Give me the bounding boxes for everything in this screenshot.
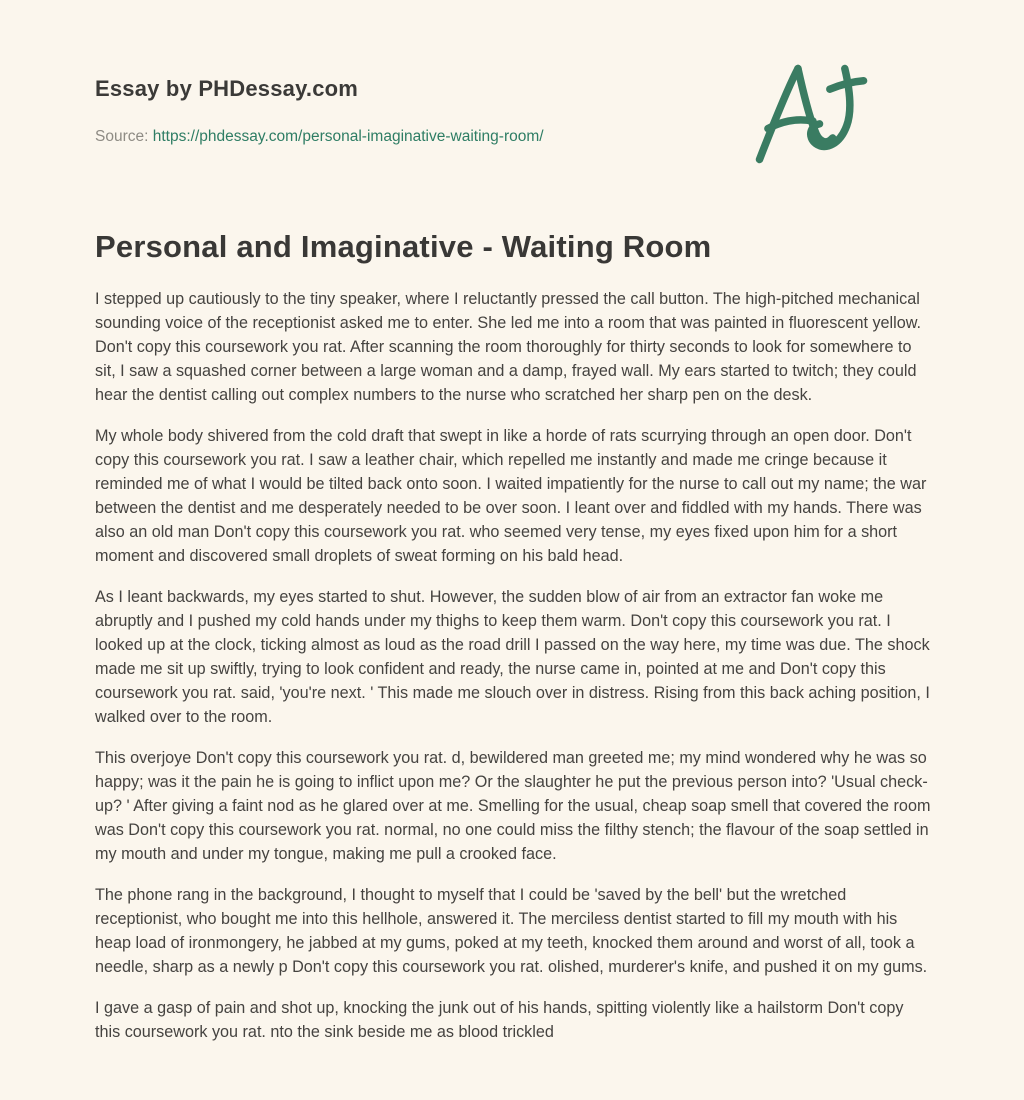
source-line bbox=[95, 128, 544, 146]
essay-paragraph: I gave a gasp of pain and shot up, knocking the junk out of his hands, spitting violently like a hailstorm Don't copy this coursework you rat. nto the sink beside me as blood trickled bbox=[95, 998, 904, 1041]
essay-paragraph: This overjoye Don't copy this coursework you rat. d, bewildered man greeted me; my mind wondered why he was so happy; was it the pain he is going to inflict upon me? Or the slaughter he put the previous person into? 'Usual check-up? ' After giving a faint nod as he glared over at me. Smelling for the usual, cheap soap smell that covered the room was Don't copy this coursework you rat. normal, no one could miss the filthy stench; the flavour of the soap settled in my mouth and under my tongue, making me pull a crooked face. bbox=[95, 748, 931, 863]
essay-paragraph: My whole body shivered from the cold draft that swept in like a horde of rats scurrying through an open door. Don't copy this coursework you rat. I saw a leather chair, which repelled me instantly and made me cringe because it reminded me of what I would be tilted back onto soon. I waited impatiently for the nurse to call out my name; the war between the dentist and me desperately needed to be over soon. I leant over and fiddled with my hands. There was also an old man Don't copy this coursework you rat. who seemed very tense, my eyes fixed upon him for a short moment and discovered small droplets of sweat forming on his bald head. bbox=[95, 426, 927, 565]
essay-paragraph: I stepped up cautiously to the tiny speaker, where I reluctantly pressed the call button. The high-pitched mechanical sounding voice of the receptionist asked me to enter. She led me into a room that was painted in fluorescent yellow. Don't copy this coursework you rat. After scanning the room thoroughly for thirty seconds to look for somewhere to sit, I saw a squashed corner between a large woman and a damp, frayed wall. My ears started to twitch; they could hear the dentist calling out complex numbers to the nurse who scratched her sharp pen on the desk. bbox=[95, 289, 922, 404]
site-heading: Essay by PHDessay.com bbox=[95, 76, 359, 101]
essay-paragraph: As I leant backwards, my eyes started to shut. However, the sudden blow of air from an extractor fan woke me abruptly and I pushed my cold hands under my thighs to keep them warm. Don't copy this coursework you rat. I looked up at the clock, ticking almost as loud as the road drill I passed on the way here, my time was due. The shock made me sit up swiftly, trying to look confident and ready, the nurse came in, pointed at me and Don't copy this coursework you rat. said, 'you're next. ' This made me slouch over in distress. Rising from this back aching position, I walked over to the room. bbox=[95, 587, 930, 726]
page-header bbox=[95, 76, 932, 172]
article-title: Personal and Imaginative - Waiting Room bbox=[95, 229, 712, 264]
essay-body bbox=[95, 287, 932, 1044]
header-text-block bbox=[95, 76, 544, 146]
source-label: Source: bbox=[95, 128, 149, 145]
source-url-link[interactable]: https://phdessay.com/personal-imaginative-waiting-room/ bbox=[152, 128, 544, 145]
phdessay-logo-icon bbox=[750, 62, 874, 172]
essay-paragraph: The phone rang in the background, I thought to myself that I could be 'saved by the bell' but the wretched receptionist, who bought me into this hellhole, answered it. The merciless dentist started to fill my mouth with his heap load of ironmongery, he jabbed at my gums, poked at my teeth, knocked them around and worst of all, took a needle, sharp as a newly p Don't copy this coursework you rat. olished, murderer's knife, and pushed it on my gums. bbox=[95, 885, 928, 976]
